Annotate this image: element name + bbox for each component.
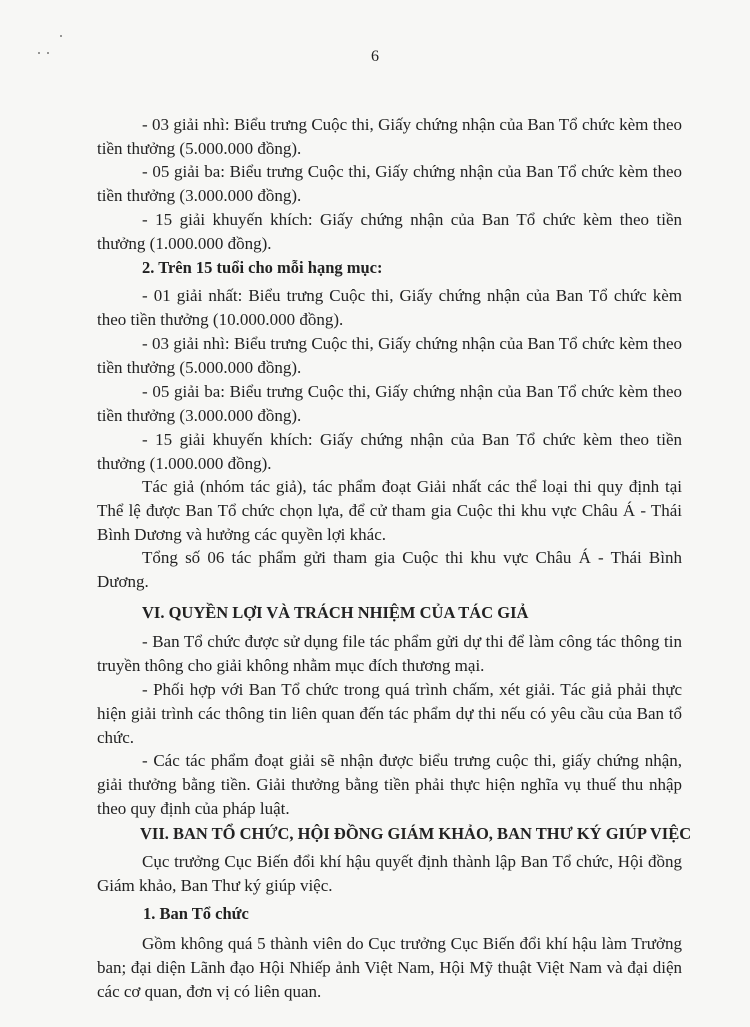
section-heading-vii: VII. BAN TỔ CHỨC, HỘI ĐỒNG GIÁM KHẢO, BAN THƯ KÝ GIÚP VIỆC — [140, 824, 692, 843]
total-works-paragraph: Tổng số 06 tác phẩm gửi tham gia Cuộc thi khu vực Châu Á - Thái Bình Dương. — [97, 548, 682, 591]
prize-second-over15: - 03 giải nhì: Biểu trưng Cuộc thi, Giấy chứng nhận của Ban Tổ chức kèm theo tiền thưởng (5.000.000 đồng). — [97, 334, 682, 377]
page-number: 6 — [371, 48, 379, 65]
organizing-committee-members-paragraph: Gồm không quá 5 thành viên do Cục trưởng Cục Biến đổi khí hậu làm Trưởng ban; đại diện Lãnh đạo Hội Nhiếp ảnh Việt Nam, Hội Mỹ thuật Việt Nam và đại diện các cơ quan, đơn vị có liên quan. — [97, 934, 682, 1001]
prize-third-under15: - 05 giải ba: Biểu trưng Cuộc thi, Giấy chứng nhận của Ban Tổ chức kèm theo tiền thưởng (3.000.000 đồng). — [97, 162, 682, 205]
prize-second-under15: - 03 giải nhì: Biểu trưng Cuộc thi, Giấy chứng nhận của Ban Tổ chức kèm theo tiền thưởng (5.000.000 đồng). — [97, 115, 682, 158]
prize-encouragement-under15: - 15 giải khuyến khích: Giấy chứng nhận của Ban Tổ chức kèm theo tiền thưởng (1.000.000 đồng). — [97, 210, 682, 253]
prize-third-over15: - 05 giải ba: Biểu trưng Cuộc thi, Giấy chứng nhận của Ban Tổ chức kèm theo tiền thưởng (3.000.000 đồng). — [97, 382, 682, 425]
section-heading-vi: VI. QUYỀN LỢI VÀ TRÁCH NHIỆM CỦA TÁC GIẢ — [142, 603, 529, 622]
subheading-organizing-committee: 1. Ban Tổ chức — [143, 904, 249, 923]
committee-decision-paragraph: Cục trưởng Cục Biến đổi khí hậu quyết định thành lập Ban Tổ chức, Hội đồng Giám khảo, Ban Thư ký giúp việc. — [97, 852, 682, 895]
scan-speck — [60, 35, 62, 37]
first-prize-nomination-paragraph: Tác giả (nhóm tác giả), tác phẩm đoạt Giải nhất các thể loại thi quy định tại Thể lệ được Ban Tổ chức chọn lựa, để cử tham gia Cuộc thi khu vực Châu Á - Thái Bình Dương và hưởng các quyền lợi khác. — [97, 477, 682, 544]
prize-encouragement-over15: - 15 giải khuyến khích: Giấy chứng nhận của Ban Tổ chức kèm theo tiền thưởng (1.000.000 đồng). — [97, 430, 682, 473]
rights-usage-paragraph: - Ban Tổ chức được sử dụng file tác phẩm gửi dự thi để làm công tác thông tin truyền thông cho giải không nhằm mục đích thương mại. — [97, 632, 682, 675]
rights-award-tax-paragraph: - Các tác phẩm đoạt giải sẽ nhận được biểu trưng cuộc thi, giấy chứng nhận, giải thưởng bằng tiền. Giải thưởng bằng tiền phải thực hiện nghĩa vụ thuế thu nhập theo quy định của pháp luật. — [97, 751, 682, 818]
subheading-over15: 2. Trên 15 tuổi cho mỗi hạng mục: — [142, 258, 383, 277]
prize-first-over15: - 01 giải nhất: Biểu trưng Cuộc thi, Giấy chứng nhận của Ban Tổ chức kèm theo tiền thưởng (10.000.000 đồng). — [97, 286, 682, 329]
rights-cooperation-paragraph: - Phối hợp với Ban Tổ chức trong quá trình chấm, xét giải. Tác giả phải thực hiện giải trình các thông tin liên quan đến tác phẩm dự thi nếu có yêu cầu của Ban tổ chức. — [97, 680, 682, 747]
